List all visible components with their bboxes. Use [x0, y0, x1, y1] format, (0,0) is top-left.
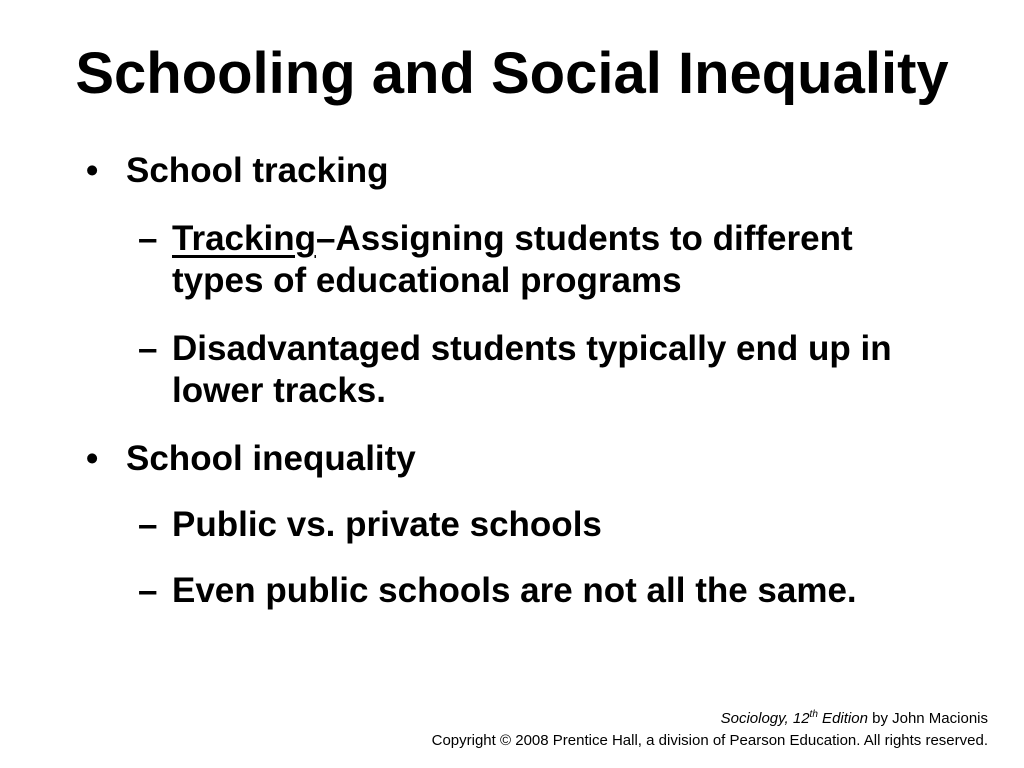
copyright-prefix: Copyright: [431, 732, 500, 749]
slide-footer: [432, 708, 988, 752]
term-tracking: Tracking: [172, 219, 316, 258]
book-title-text: Sociology, 12: [720, 710, 810, 727]
dash-icon: –: [138, 329, 158, 368]
copyright-text: 2008 Prentice Hall, a division of Pearson Education. All rights reserved.: [511, 732, 988, 749]
sub-bullet-public-private: [138, 504, 938, 546]
sub-bullet-text: Disadvantaged students typically end up in lower tracks.: [172, 329, 892, 410]
dash-icon: –: [138, 219, 158, 258]
sub-bullet-text: Even public schools are not all the same.: [172, 571, 857, 610]
sub-bullet-disadvantaged: [138, 328, 938, 412]
author-credit: by John Macionis: [867, 710, 988, 727]
dash-icon: –: [138, 505, 158, 544]
bullet-school-inequality: [86, 438, 946, 480]
copyright-line: [432, 730, 988, 752]
bullet-icon: •: [86, 151, 99, 190]
edition-superscript: th: [809, 709, 818, 720]
sub-bullet-text: [172, 218, 938, 302]
bullet-icon: •: [86, 439, 99, 478]
sub-bullet-tracking-definition: [138, 218, 938, 302]
definition-text: Assigning students to different types of educational programs: [172, 219, 853, 300]
book-credit: [432, 708, 988, 730]
bullet-text: School inequality: [126, 439, 416, 478]
bullet-text: School tracking: [126, 151, 389, 190]
term-separator: –: [315, 219, 336, 258]
bullet-school-tracking: [86, 150, 946, 192]
edition-word: Edition: [817, 710, 868, 727]
book-title: [721, 710, 868, 727]
slide-title: Schooling and Social Inequality: [75, 41, 949, 106]
sub-bullet-text: Public vs. private schools: [172, 505, 602, 544]
dash-icon: –: [138, 571, 158, 610]
copyright-icon: ©: [500, 732, 512, 749]
sub-bullet-public-schools: [138, 570, 938, 612]
